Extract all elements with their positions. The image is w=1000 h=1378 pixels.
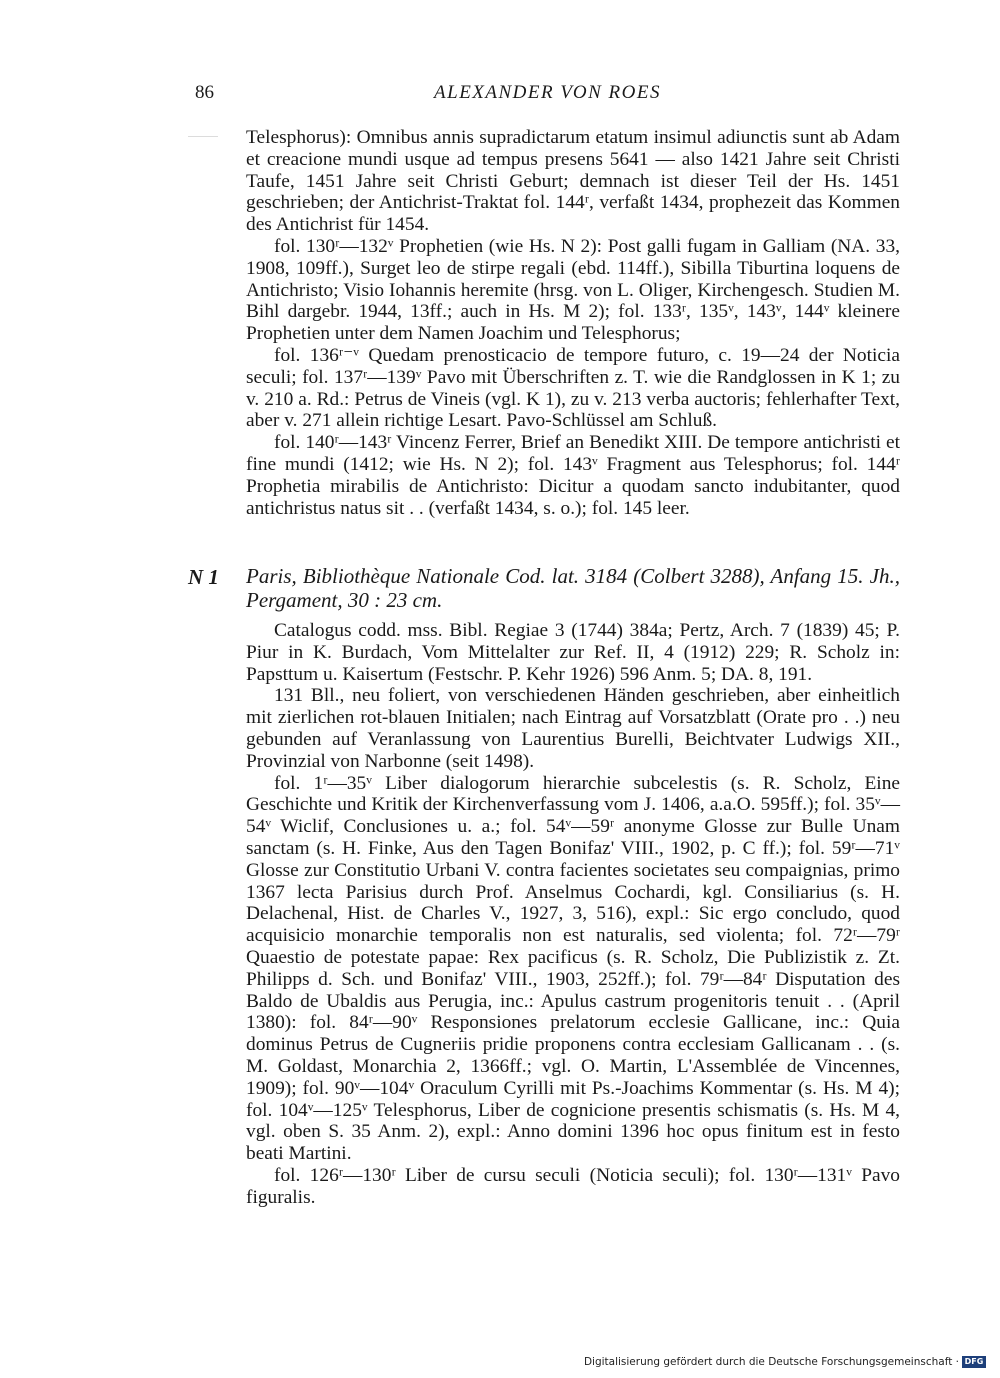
paragraph: fol. 130ʳ—132ᵛ Prophetien (wie Hs. N 2): Post galli fugam in Galliam (NA. 33, 1908, 109ff.), Surget leo de stirpe regali (ebd. 114ff.), Sibilla Tiburtina loquens de Antichristo; Visio Iohannis heremite (hrsg. von L. Oliger, Kirchengesch. Studien M. Bihl dargebr. 1944, 13ff.; auch in Hs. M 2); fol. 133ʳ, 135ᵛ, 143ᵛ, 144ᵛ kleinere Prophetien unter dem Namen Joachim und Telesphorus; xyxy=(246,235,900,345)
paragraph: fol. 140ʳ—143ʳ Vincenz Ferrer, Brief an Benedikt XIII. De tempore antichristi et fine mundi (1412; wie Hs. N 2); fol. 143ᵛ Fragment aus Telesphorus; fol. 144ʳ Prophetia mirabilis de Antichristo: Dicitur a quodam sancto indubitanter, quod antichristus natus sit . . (verfaßt 1434, s. o.); fol. 145 leer. xyxy=(246,432,900,519)
footer-text: Digitalisierung gefördert durch die Deutsche Forschungsgemeinschaft · xyxy=(583,1356,959,1368)
paragraph: fol. 126ʳ—130ʳ Liber de cursu seculi (Noticia seculi); fol. 130ʳ—131ᵛ Pavo figuralis. xyxy=(246,1164,900,1208)
entry-body xyxy=(246,620,900,1209)
manuscript-siglum: N 1 xyxy=(188,565,219,589)
running-title: ALEXANDER VON ROES xyxy=(434,82,661,103)
page-header xyxy=(195,82,900,110)
intro-section xyxy=(246,127,900,519)
paragraph: 131 Bll., neu foliert, von verschiedenen Händen geschrieben, aber einheitlich mit zierlichen rot-blauen Initialen; nach Eintrag auf Vorsatzblatt (Orate pro . .) neu gebunden auf Veranlassung von Laurentius Burelli, Beichtvater Ludwigs XII., Provinzial von Narbonne (seit 1498). xyxy=(246,685,900,772)
manuscript-heading: Paris, Bibliothèque Nationale Cod. lat. 3184 (Colbert 3288), Anfang 15. Jh., Pergament, 30 : 23 cm. xyxy=(246,564,900,612)
paragraph: Catalogus codd. mss. Bibl. Regiae 3 (1744) 384a; Pertz, Arch. 7 (1839) 45; P. Piur in K. Burdach, Vom Mittelalter zur Ref. II, 4 (1912) 229; R. Scholz in: Papsttum u. Kaisertum (Festschr. P. Kehr 1926) 596 Anm. 5; DA. 8, 191. xyxy=(246,620,900,685)
margin-mark xyxy=(188,136,218,137)
dfg-logo-icon: DFG xyxy=(962,1356,986,1368)
paragraph: Telesphorus): Omnibus annis supradictarum etatum insimul adiunctis sunt ab Adam et creacione mundi usque ad tempus presens 5641 — also 1421 Jahre seit Christi Taufe, 1451 Jahre seit Christi Geburt; demnach ist dieser Teil der Hs. 1451 geschrieben; der Antichrist-Traktat fol. 144ʳ, verfaßt 1434, prophezeit das Kommen des Antichrist für 1454. xyxy=(246,127,900,236)
page-number: 86 xyxy=(195,82,214,103)
paragraph: fol. 136ʳ⁻ᵛ Quedam prenosticacio de tempore futuro, c. 19—24 der Noticia seculi; fol. 137ʳ—139ᵛ Pavo mit Überschriften z. T. wie die Randglossen in K 1; zu v. 210 a. Rd.: Petrus de Vineis (vgl. K 1), zu v. 213 verba auctoris; fehlerhafter Text, aber v. 271 allein richtige Lesart. Pavo-Schlüssel am Schluß. xyxy=(246,344,900,432)
paragraph: fol. 1ʳ—35ᵛ Liber dialogorum hierarchie subcelestis (s. R. Scholz, Eine Geschichte und Kritik der Kirchenverfassung vom J. 1406, a.a.O. 595ff.); fol. 35ᵛ—54ᵛ Wiclif, Conclusiones u. a.; fol. 54ᵛ—59ʳ anonyme Glosse zur Bulle Unam sanctam (s. H. Finke, Aus den Tagen Bonifaz' VIII., 1902, p. C ff.); fol. 59ʳ—71ᵛ Glosse zur Constitutio Urbani V. contra facientes societates seu compaignias, primo 1367 lecta Parisius durch Prof. Anselmus Cochardi, kgl. Consiliarius (s. H. Delachenal, Hist. de Charles V., 1927, 3, 516), expl.: Sic ergo concludo, quod acquisicio monarchie temporalis non est naturalis, sed violenta; fol. 72ʳ—79ʳ Quaestio de potestate papae: Rex pacificus (s. R. Scholz, Die Publizistik z. Zt. Philipps d. Sch. und Bonifaz' VIII., 1903, 252ff.); fol. 79ʳ—84ʳ Disputation des Baldo de Ubaldis aus Perugia, inc.: Apulus castrum progenitoris tenuit . . (April 1380): fol. 84ʳ—90ᵛ Responsiones prelatorum ecclesie Gallicane, inc.: Quia dominus Petrus de Cugneriis pridie proponens contra ecclesiam Gallicanam . . (s. M. Goldast, Monarchia 2, 1366ff.; vgl. O. Martin, L'Assemblée de Vincennes, 1909); fol. 90ᵛ—104ᵛ Oraculum Cyrilli mit Ps.-Joachims Kommentar (s. Hs. M 4); fol. 104ᵛ—125ᵛ Telesphorus, Liber de cognicione presentis schismatis (s. Hs. M 4, vgl. oben S. 35 Anm. 2), expl.: Anno domini 1396 hoc opus finitum est in festo beati Martini. xyxy=(246,772,900,1165)
digitization-footer xyxy=(584,1356,986,1368)
